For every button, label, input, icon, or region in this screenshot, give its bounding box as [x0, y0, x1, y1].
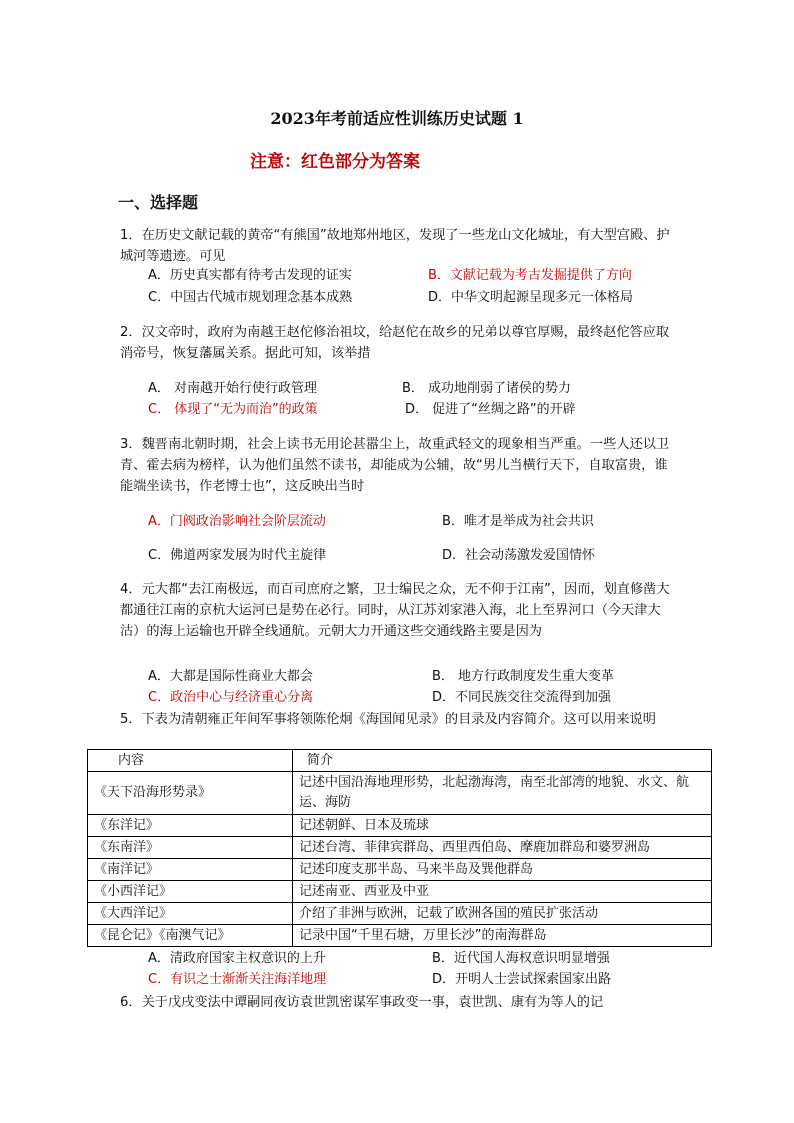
table-row	[88, 859, 712, 881]
table-header-content: 内容	[88, 750, 293, 772]
q4-option-a: A．大都是国际性商业大都会	[148, 669, 313, 684]
table-cell-title: 《东洋记》	[88, 815, 293, 837]
answer-note: 注意：红色部分为答案	[250, 152, 420, 172]
table-cell-summary: 记述印度支那半岛、马来半岛及巽他群岛	[293, 859, 712, 881]
q2-option-c-answer: C． 体现了“无为而治”的政策	[148, 402, 318, 417]
table-cell-summary: 记述台湾、菲律宾群岛、西里西伯岛、摩鹿加群岛和婆罗洲岛	[293, 837, 712, 859]
q3-option-a-answer: A．门阀政治影响社会阶层流动	[148, 514, 326, 529]
question-5-stem: 5．下表为清朝雍正年间军事将领陈伦炯《海国闻见录》的目录及内容简介。这可以用来说明	[120, 712, 656, 727]
table-cell-summary: 记述南亚、西亚及中亚	[293, 881, 712, 903]
table-row	[88, 815, 712, 837]
q4-option-b: B． 地方行政制度发生重大变革	[432, 669, 615, 684]
table-cell-title: 《大西洋记》	[88, 903, 293, 925]
table-cell-summary: 记录中国“千里石塘，万里长沙”的南海群岛	[293, 925, 712, 947]
q2-option-a: A． 对南越开始行使行政管理	[148, 381, 318, 396]
table-cell-title: 《昆仑记》《南澳气记》	[88, 925, 293, 947]
table-cell-summary: 介绍了非洲与欧洲，记载了欧洲各国的殖民扩张活动	[293, 903, 712, 925]
q3-option-d: D．社会动荡激发爱国情怀	[442, 548, 596, 563]
q5-option-a: A．清政府国家主权意识的上升	[148, 951, 326, 966]
q1-option-c: C．中国古代城市规划理念基本成熟	[148, 290, 353, 305]
q2-option-d: D． 促进了“丝绸之路”的开辟	[405, 402, 576, 417]
table-row	[88, 925, 712, 947]
table-row	[88, 903, 712, 925]
table-cell-title: 《南洋记》	[88, 859, 293, 881]
question-2-stem: 2．汉文帝时，政府为南越王赵佗修治祖坟，给赵佗在故乡的兄弟以尊官厚赐，最终赵佗答应取消帝号，恢复藩属关系。据此可知，该举措	[120, 325, 670, 361]
table-cell-title: 《天下沿海形势录》	[88, 772, 293, 815]
q3-option-b: B．唯才是举成为社会共识	[442, 514, 594, 529]
q4-option-c-answer: C．政治中心与经济重心分离	[148, 690, 314, 705]
q5-option-b: B．近代国人海权意识明显增强	[432, 951, 610, 966]
q2-option-b: B． 成功地削弱了诸侯的势力	[402, 381, 572, 396]
q1-option-a: A．历史真实都有待考古发现的证实	[148, 268, 352, 283]
q5-option-c-answer: C．有识之士渐渐关注海洋地理	[148, 972, 327, 987]
question-3-stem: 3．魏晋南北朝时期，社会上读书无用论甚嚣尘上，故重武轻文的现象相当严重。一些人还以卫青、霍去病为榜样，认为他们虽然不读书，却能成为公辅，故“男儿当横行天下，自取富贵，谁能端坐读书，作老博士也”，这反映出当时	[120, 437, 670, 494]
q4-option-d: D．不同民族交往交流得到加强	[432, 690, 612, 705]
table-row	[88, 772, 712, 815]
q1-option-d: D．中华文明起源呈现多元一体格局	[428, 290, 634, 305]
page-title: 2023年考前适应性训练历史试题 1	[270, 109, 524, 128]
section-heading: 一、选择题	[118, 193, 199, 212]
q5-option-d: D．开明人士尝试探索国家出路	[432, 972, 612, 987]
catalog-table	[87, 749, 712, 947]
table-row	[88, 837, 712, 859]
table-cell-summary: 记述中国沿海地理形势，北起渤海湾，南至北部湾的地貌、水文、航运、海防	[293, 772, 712, 815]
table-header-summary: 简介	[293, 750, 712, 772]
table-cell-title: 《小西洋记》	[88, 881, 293, 903]
question-1-stem: 1．在历史文献记载的黄帝“有熊国”故地郑州地区，发现了一些龙山文化城址，有大型宫殿、护城河等遗迹。可见	[120, 228, 670, 264]
question-6-stem: 6．关于戊戌变法中谭嗣同夜访袁世凯密谋军事政变一事，袁世凯、康有为等人的记	[120, 995, 604, 1010]
table-cell-summary: 记述朝鲜、日本及琉球	[293, 815, 712, 837]
table-header-row	[88, 750, 712, 772]
table-row	[88, 881, 712, 903]
table-cell-title: 《东南洋》	[88, 837, 293, 859]
question-4-stem: 4．元大都“去江南极远，而百司庶府之繁，卫士编民之众，无不仰于江南”，因而，划直修凿大都通往江南的京杭大运河已是势在必行。同时，从江苏刘家港入海，北上至界河口（今天津大沽）的海上运输也开辟全线通航。元朝大力开通这些交通线路主要是因为	[120, 582, 670, 639]
q3-option-c: C．佛道两家发展为时代主旋律	[148, 548, 327, 563]
q1-option-b-answer: B．文献记载为考古发掘提供了方向	[428, 268, 632, 283]
